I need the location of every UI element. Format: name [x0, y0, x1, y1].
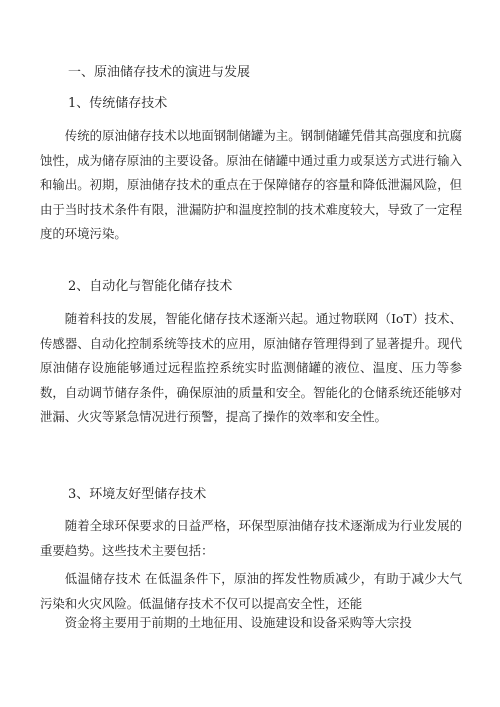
subsection-title-2: 2、自动化与智能化储存技术: [68, 279, 233, 294]
subsection-title-1: 1、传统储存技术: [68, 96, 168, 111]
subsection-title-3: 3、环境友好型储存技术: [68, 487, 207, 502]
paragraph-eco-storage: 随着全球环保要求的日益严格，环保型原油储存技术逐渐成为行业发展的重要趋势。这些技术主要包括：: [40, 518, 462, 558]
paragraph-smart-storage: 随着科技的发展，智能化储存技术逐渐兴起。通过物联网（IoT）技术、传感器、自动化控制系统等技术的应用，原油储存管理得到了显著提升。现代原油储存设施能够通过远程监控系统实时监测储罐的液位、温度、压力等参数，自动调节储存条件，确保原油的质量和安全。智能化的仓储系统还能够对泄漏、火灾等紧急情况进行预警，提高了操作的效率和安全性。: [40, 311, 462, 424]
paragraph-funding: 资金将主要用于前期的土地征用、设施建设和设备采购等大宗投: [64, 615, 412, 630]
paragraph-traditional-storage: 传统的原油储存技术以地面钢制储罐为主。钢制储罐凭借其高强度和抗腐蚀性，成为储存原油的主要设备。原油在储罐中通过重力或泵送方式进行输入和输出。初期，原油储存技术的重点在于保障储存的容量和降低泄漏风险，但由于当时技术条件有限，泄漏防护和温度控制的技术难度较大，导致了一定程度的环境污染。: [40, 128, 462, 241]
section-title: 一、原油储存技术的演进与发展: [68, 65, 251, 80]
paragraph-low-temperature: 低温储存技术 在低温条件下，原油的挥发性物质减少，有助于减少大气污染和火灾风险。低温储存技术不仅可以提高安全性，还能: [40, 571, 462, 611]
